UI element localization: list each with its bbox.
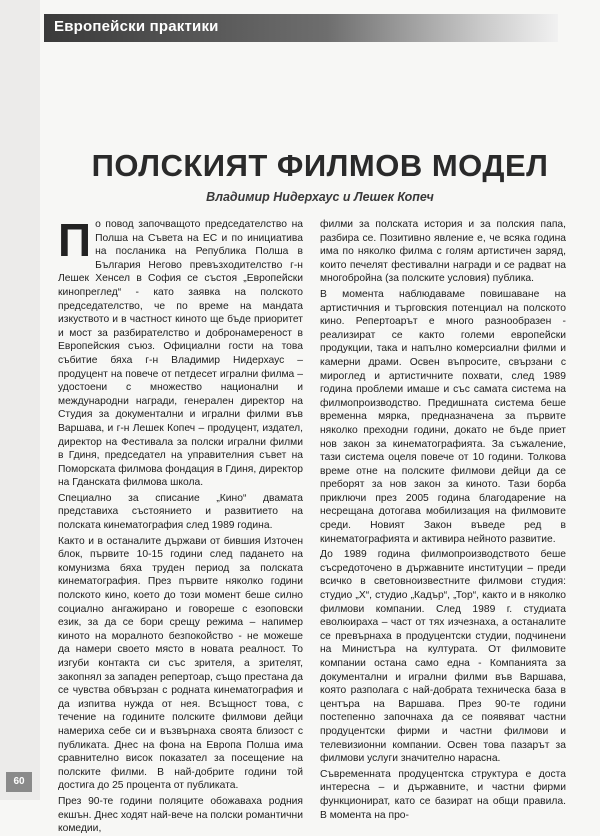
article-authors: Владимир Нидерхаус и Лешек Копеч <box>206 190 434 204</box>
paragraph: През 90-те години поляците обожаваха родния екшън. Днес ходят най-вече на полски романтични комедии, <box>58 795 303 835</box>
section-label: Европейски практики <box>54 18 219 35</box>
paragraph-text: о повод започващото председателство на Полша на Съвета на ЕС и по инициатива на посланика на Република Полша в България Негово превъзходителство г-н Лешек Хенсел в София се състоя „Европейски кинопреглед“ - като заявка на полското председателство, че по време на мандата изкуството и в частност киното ще бъде приоритет и мост за разбирателство и добронамереност в Европейския съюз. Официални гости на това събитие бяха г-н Владимир Нидерхаус – продуцент на повече от петдесет игрални филма – удостоени с множество национални и международни награди, генерален директор на Студия за документални и игрални филми във Варшава, и г-н Лешек Копеч – продуцент, издател, директор на Фестивала за полски игрални филми в Гдиня, председател на управителния съвет на Поморската филмова фондация в Гдиня, директор на Гданската филмова школа. <box>58 219 303 489</box>
paragraph: Както и в останалите държави от бившия Източен блок, първите 10-15 години след падането на комунизма бяха труден период за полската кинематография. През първите няколко години полското кино, което до този момент беше силно социално ангажирано и говореше с езоповски език, за да се бори срещу режима – напимер киното на моралното безпокойство - не можеше да намери своето място в новата реалност. То изгуби контакта си със зрителя, а зрителят, закопнял за западен репертоар, също престана да се чувства обвързан с родната кинематография и да изпитва нужда от нея. Всъщност това, с течение на годините полските филмови дейци намериха себе си и възвърнаха своята близост с публиката. Днес на фона на Европа Полша има сравнително висок показател за посещение на полските филми. В най-добрите години той достига до 25 процента от публиката. <box>58 535 303 792</box>
paragraph: В момента наблюдаваме повишаване на артистичния и търговския потенциал на полското кино. Репертоарът е много разнообразен - реализират се както големи европейски продукции, така и напълно комерсиални филми и камерни драми. Освен въпросите, свързани с мироглед и артистичните похвати, след 1989 година проблеми имаше и със самата система на филмопроизводство. Предишната система беше временна мярка, предназначена за първите няколко преходни години, докато не бъде приет нов закон за кинематографията. За съжаление, тази система оцеля повече от 10 години. Толкова време отне на полските филмови дейци да се преборят за нов закон за киното. Тази борба приключи през 2005 година благодарение на несрещана дотогава мобилизация на филмовите среди. Новият Закон въведе ред в кинематографията и активира нейното развитие. <box>320 288 566 545</box>
right-column <box>320 218 566 821</box>
paragraph: До 1989 година филмопроизводството беше съсредоточено в държавните институции – преди всичко в световноизвестните филмови студия: студио „Х“, студио „Кадър“, „Тор“, както и в няколко филмови компании. След 1989 г. студиата еволюираха – част от тях изчезнаха, а останалите се превърнаха в продуцентски студии, подчинени на Министъра на културата. От филмовите компании остана само една - Компанията за документални и игрални филми във Варшава, която разполага с най-добрата техническа база в центъра на Варшава. През 90-те години постепенно започнаха да се появяват частни продуцентски фирми и частни филмови и телевизионни компании. Освен това пазарът за филмови услуги значително нарасна. <box>320 549 566 765</box>
drop-cap: П <box>58 214 92 266</box>
paragraph: филми за полската история и за полския папа, разбира се. Позитивно явление е, че всяка година има по няколко филма с голям артистичен заряд, които печелят фестивални награди и се радват на многобройна (за полските условия) публика. <box>320 219 566 285</box>
paragraph: Специално за списание „Кино“ двамата представиха състоянието и развитието на полската кинематография след 1989 година. <box>58 492 303 532</box>
paragraph: Съвременната продуцентска структура е доста интересна – и държавните, и частни фирми функционират, като се базират на общи правила. В момента на про- <box>320 768 566 821</box>
paragraph <box>58 214 303 490</box>
page-margin-strip <box>0 0 40 800</box>
left-column <box>58 214 303 835</box>
article-title: ПОЛСКИЯТ ФИЛМОВ МОДЕЛ <box>91 148 549 183</box>
page-number: 60 <box>6 772 32 792</box>
